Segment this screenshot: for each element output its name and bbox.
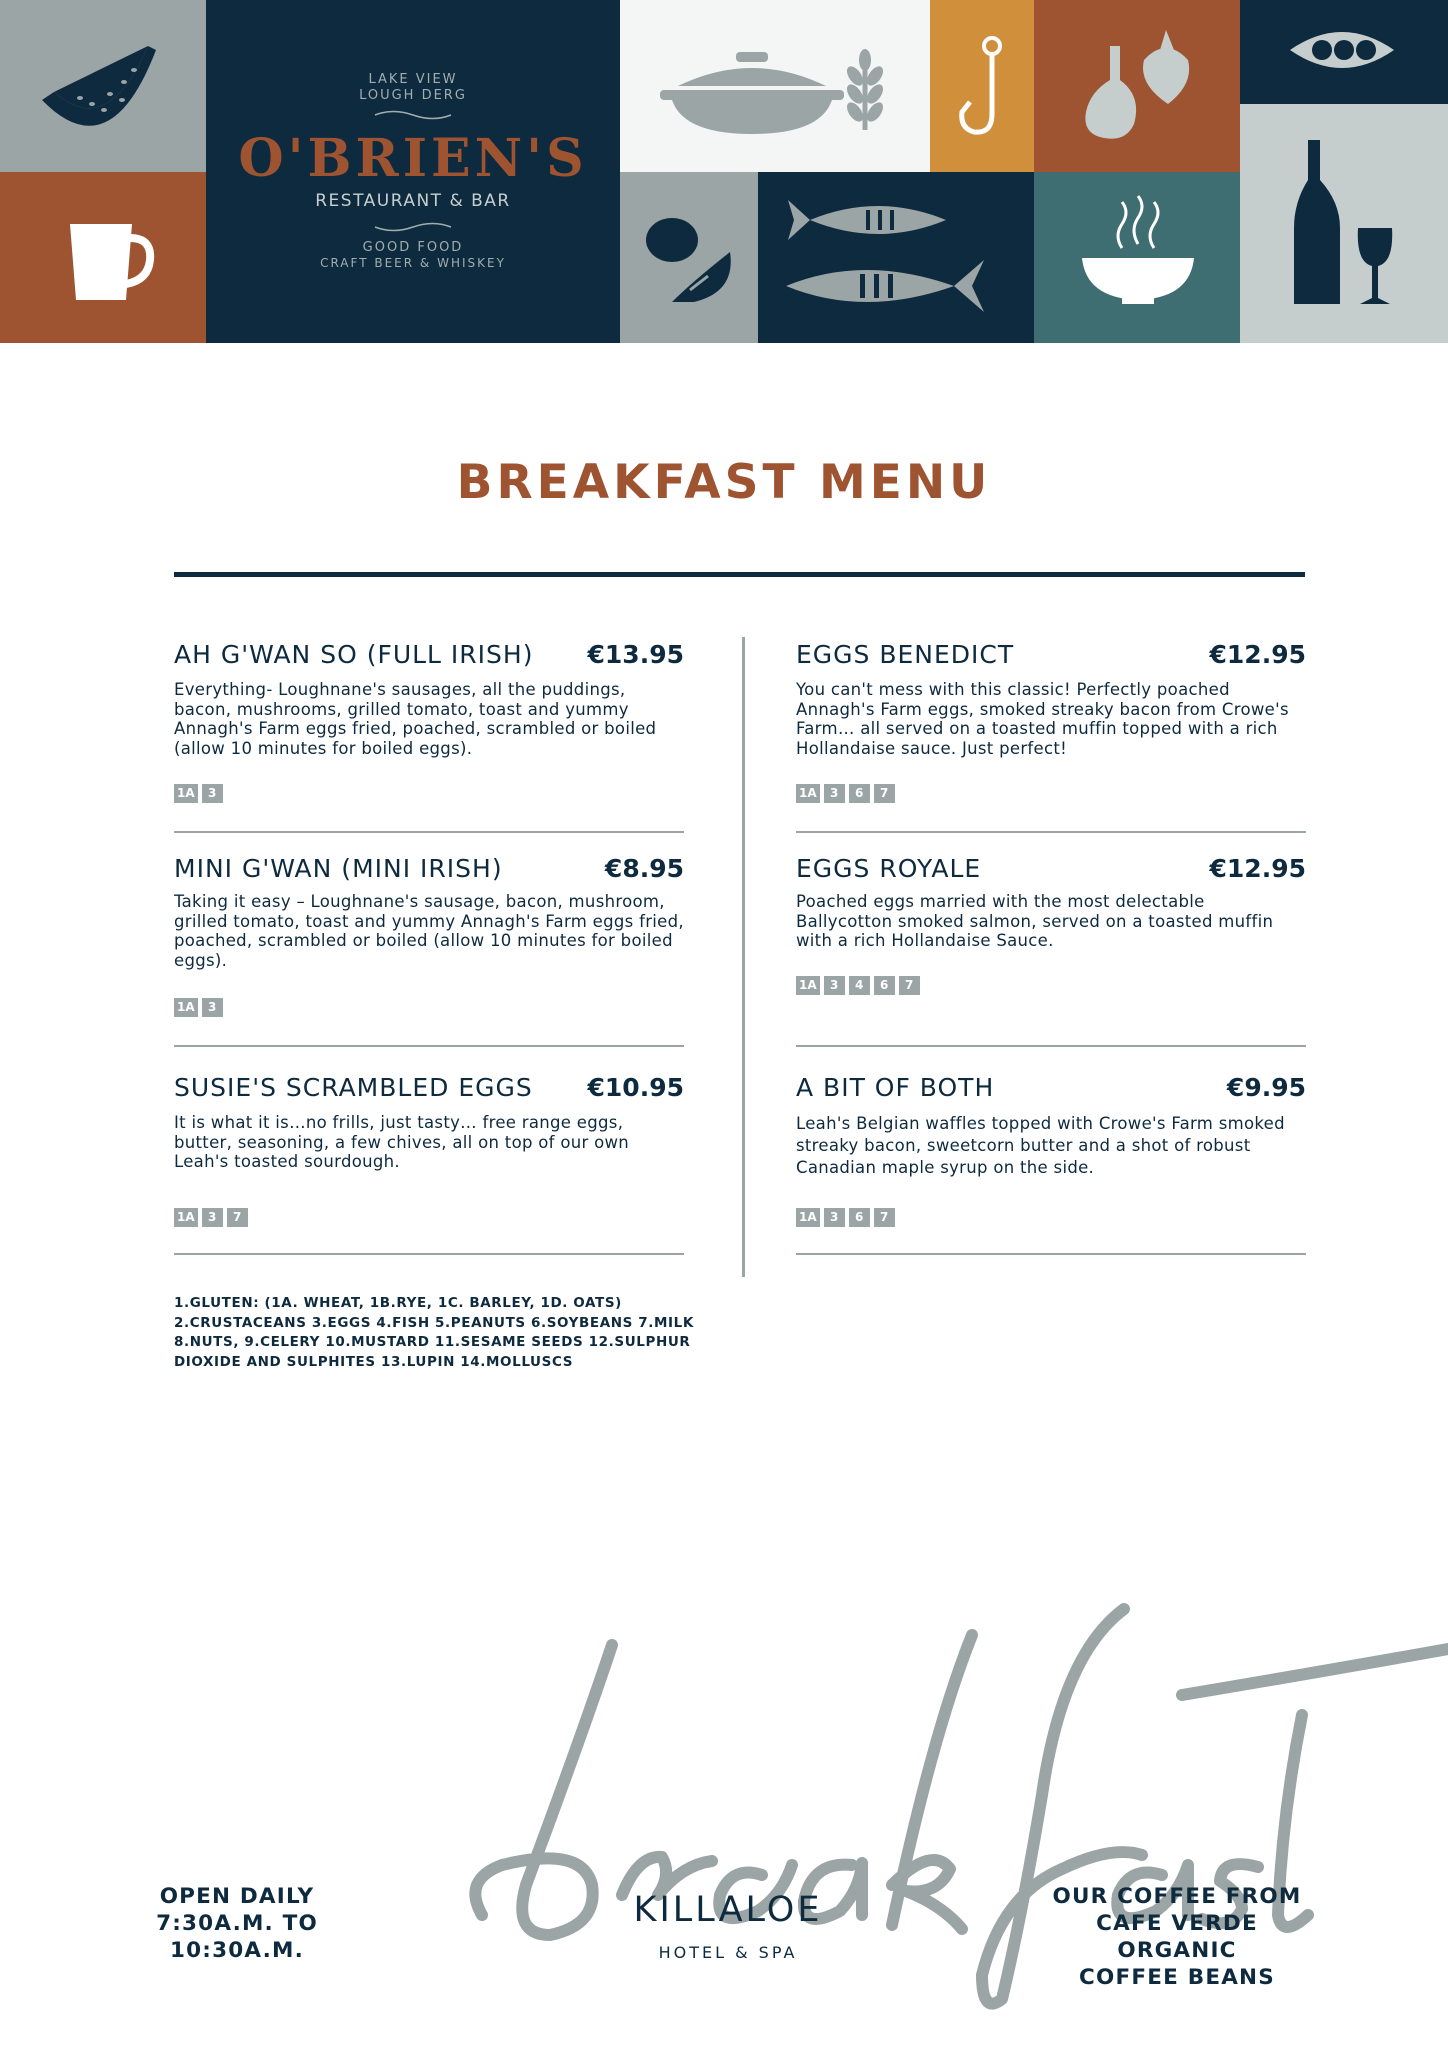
- tile-fish: [758, 172, 1034, 343]
- item-divider: [796, 831, 1306, 833]
- item-price: €12.95: [1209, 854, 1306, 883]
- allergen-badge: 6: [849, 1208, 870, 1227]
- item-name: SUSIE'S SCRAMBLED EGGS: [174, 1073, 533, 1102]
- allergen-badges: [174, 1208, 248, 1227]
- tile-cup: [0, 172, 206, 343]
- item-divider: [796, 1045, 1306, 1047]
- fish-hook-icon: [930, 0, 1034, 172]
- item-divider: [174, 831, 684, 833]
- tile-vegetables: [1034, 0, 1240, 172]
- venue-name: KILLALOE: [633, 1890, 823, 1930]
- allergen-key-line: 8.NUTS, 9.CELERY 10.MUSTARD 11.SESAME SEEDS 12.SULPHUR: [174, 1334, 691, 1350]
- allergen-badge: 1A: [796, 976, 820, 995]
- item-description: Taking it easy – Loughnane's sausage, bacon, mushroom, grilled tomato, toast and yummy Annagh's Farm eggs fried, poached, scrambled or boiled (allow 10 minutes for boiled eggs).: [174, 892, 684, 970]
- allergen-badges: [174, 784, 223, 803]
- tile-peas: [1240, 0, 1448, 104]
- allergen-badge: 6: [849, 784, 870, 803]
- item-description: It is what it is…no frills, just tasty… free range eggs, butter, seasoning, a few chives, all on top of our own Leah's toasted sourdough.: [174, 1113, 630, 1171]
- allergen-badge: 3: [824, 784, 845, 803]
- allergen-badge: 7: [227, 1208, 248, 1227]
- logo-brand-name: O'BRIEN'S: [238, 128, 588, 189]
- allergen-key-line: 1.GLUTEN: (1A. WHEAT, 1B.RYE, 1C. BARLEY, 1D. OATS): [174, 1295, 622, 1311]
- tile-bottle: [1240, 104, 1448, 343]
- coffee-note-line: CAFE VERDE ORGANIC: [1096, 1911, 1258, 1963]
- logo-subtitle: RESTAURANT & BAR: [315, 191, 511, 211]
- lime-icon: [620, 172, 758, 343]
- coffee-note-line: OUR COFFEE FROM: [1052, 1884, 1302, 1909]
- venue-subtitle: HOTEL & SPA: [658, 1943, 798, 1962]
- opening-hours: [107, 1883, 367, 1964]
- allergen-badge: 3: [824, 976, 845, 995]
- opening-hours-line: OPEN DAILY: [159, 1884, 315, 1909]
- allergen-badge: 4: [849, 976, 870, 995]
- item-description: Poached eggs married with the most delectable Ballycotton smoked salmon, served on a toasted muffin with a rich Hollandaise Sauce.: [796, 892, 1274, 950]
- tile-lime: [620, 172, 758, 343]
- column-divider: [742, 637, 745, 1277]
- fish-icon: [758, 172, 1034, 343]
- item-divider: [796, 1253, 1306, 1255]
- item-divider: [174, 1045, 684, 1047]
- restaurant-logo: [206, 0, 620, 343]
- allergen-badge: 3: [824, 1208, 845, 1227]
- allergen-badge: 1A: [796, 784, 820, 803]
- logo-bottom-line2: CRAFT BEER & WHISKEY: [320, 256, 506, 270]
- cup-icon: [0, 172, 206, 343]
- tile-hook: [930, 0, 1034, 172]
- opening-hours-line: 10:30A.M.: [169, 1938, 304, 1963]
- allergen-badge: 3: [202, 998, 223, 1017]
- allergen-badges: [796, 784, 895, 803]
- beetroot-icon: [1034, 0, 1240, 172]
- allergen-key-line: DIOXIDE AND SULPHITES 13.LUPIN 14.MOLLUSCS: [174, 1353, 574, 1370]
- tile-soup: [1034, 172, 1240, 343]
- allergen-badge: 3: [202, 784, 223, 803]
- allergen-badge: 7: [874, 1208, 895, 1227]
- item-name: EGGS ROYALE: [796, 854, 982, 883]
- allergen-badge: 1A: [174, 1208, 198, 1227]
- item-name: A BIT OF BOTH: [796, 1073, 995, 1102]
- item-price: €8.95: [604, 854, 684, 883]
- watermelon-icon: [0, 0, 206, 172]
- allergen-badge: 6: [874, 976, 895, 995]
- allergen-key: [174, 1294, 714, 1372]
- allergen-badge: 1A: [174, 998, 198, 1017]
- title-divider: [174, 572, 1305, 577]
- item-divider: [174, 1253, 684, 1255]
- allergen-badge: 1A: [174, 784, 198, 803]
- logo-top-line1: LAKE VIEW: [368, 72, 458, 87]
- item-name: AH G'WAN SO (FULL IRISH): [174, 640, 534, 669]
- item-price: €12.95: [1209, 640, 1306, 669]
- logo-top-line2: LOUGH DERG: [359, 88, 467, 103]
- logo-flourish-top: [373, 108, 453, 122]
- menu-title: BREAKFAST MENU: [456, 455, 992, 510]
- allergen-key-line: 2.CRUSTACEANS 3.EGGS 4.FISH 5.PEANUTS 6.SOYBEANS 7.MILK: [174, 1314, 694, 1331]
- coffee-note: [1047, 1883, 1307, 1991]
- item-price: €13.95: [587, 640, 684, 669]
- opening-hours-line: 7:30A.M. TO: [156, 1911, 318, 1936]
- pea-pod-icon: [1240, 0, 1448, 104]
- allergen-badges: [796, 1208, 895, 1227]
- soup-bowl-icon: [1034, 172, 1240, 343]
- bottle-and-glass-icon: [1240, 104, 1448, 343]
- item-description: Leah's Belgian waffles topped with Crowe's Farm smoked streaky bacon, sweetcorn butter and a shot of robust Canadian maple syrup on the side.: [796, 1114, 1285, 1177]
- item-price: €9.95: [1226, 1073, 1306, 1102]
- allergen-badge: 1A: [796, 1208, 820, 1227]
- allergen-badges: [796, 976, 920, 995]
- item-description: You can't mess with this classic! Perfectly poached Annagh's Farm eggs, smoked streaky bacon from Crowe's Farm… all served on a toasted muffin topped with a rich Hollandaise sauce. Just perfect!: [796, 680, 1289, 758]
- allergen-badges: [174, 998, 223, 1017]
- coffee-note-line: COFFEE BEANS: [1079, 1965, 1275, 1990]
- logo-flourish-bottom: [373, 220, 453, 234]
- item-name: EGGS BENEDICT: [796, 640, 1015, 669]
- logo-bottom-line1: GOOD FOOD: [362, 240, 464, 255]
- tile-watermelon: [0, 0, 206, 172]
- allergen-badge: 3: [202, 1208, 223, 1227]
- item-name: MINI G'WAN (MINI IRISH): [174, 854, 503, 883]
- wheat-icon: [620, 0, 930, 172]
- allergen-badge: 7: [874, 784, 895, 803]
- allergen-badge: 7: [899, 976, 920, 995]
- item-price: €10.95: [587, 1073, 684, 1102]
- item-description: Everything- Loughnane's sausages, all the puddings, bacon, mushrooms, grilled tomato, toast and yummy Annagh's Farm eggs fried, poached, scrambled or boiled (allow 10 minutes for boiled eggs).: [174, 680, 657, 758]
- tile-casserole: [620, 0, 930, 172]
